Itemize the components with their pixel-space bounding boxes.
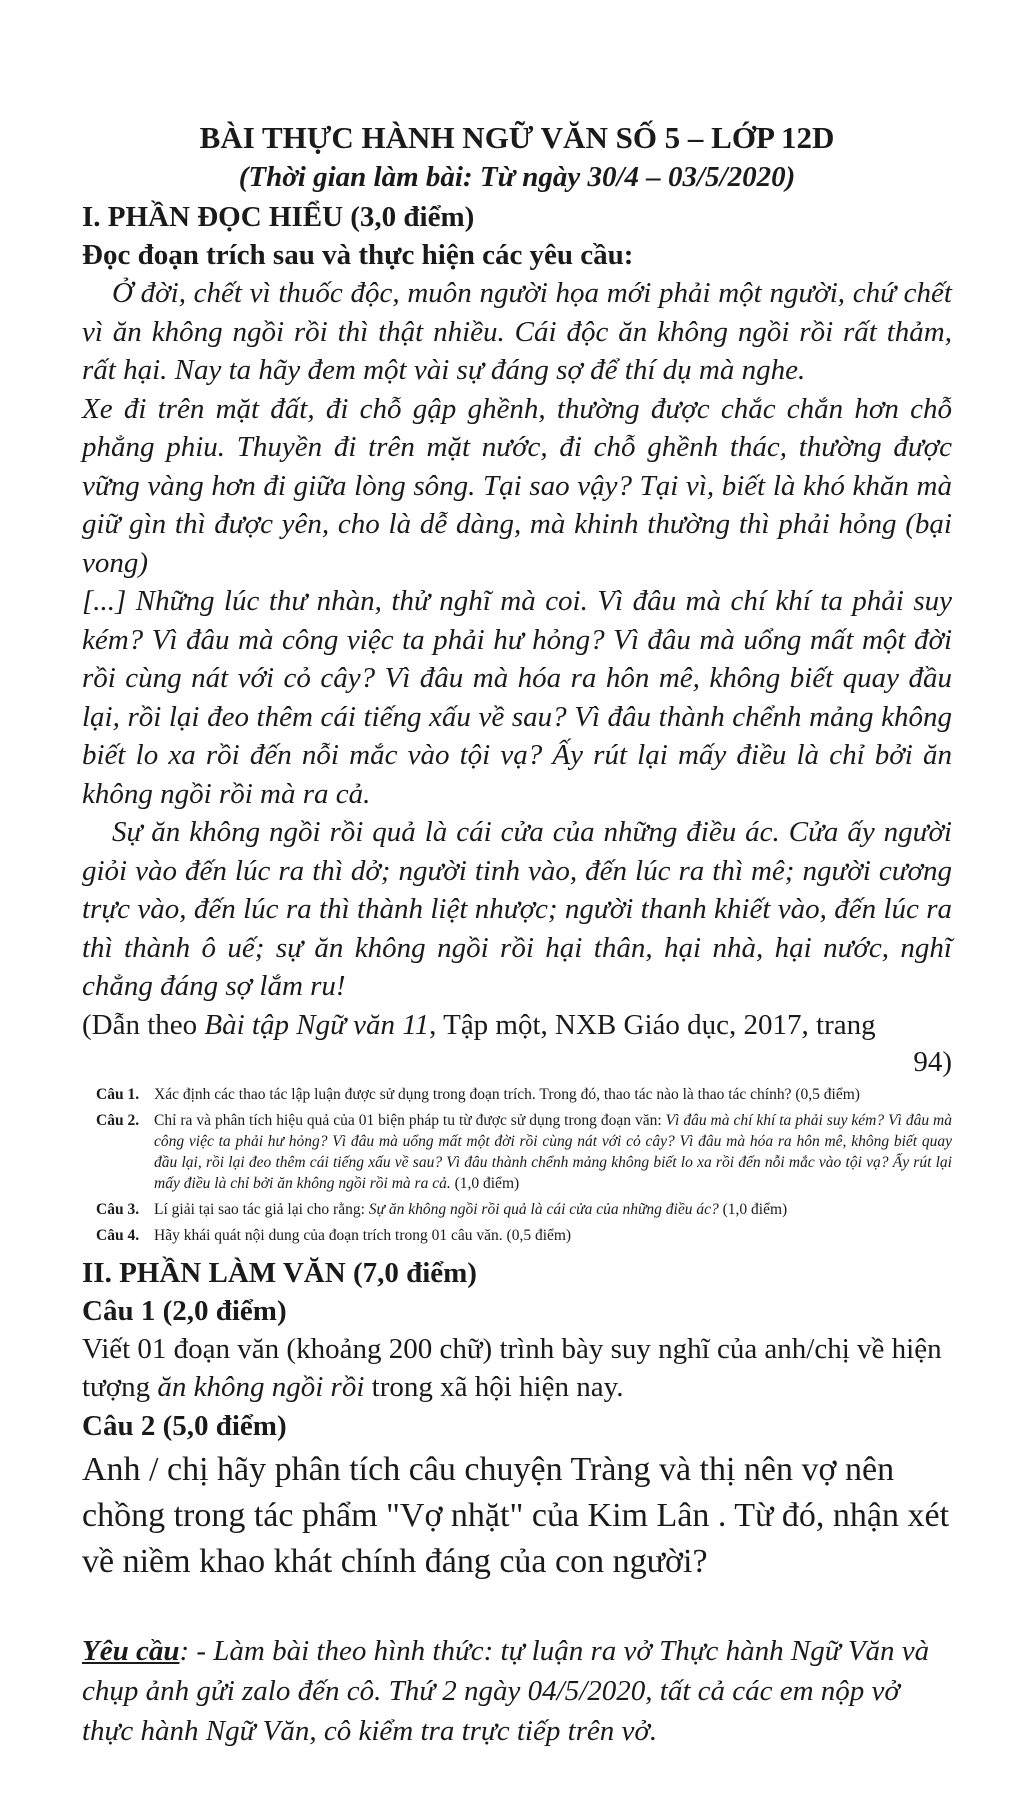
question-label: Câu 3. [96, 1200, 140, 1218]
question-text: Xác định các thao tác lập luận được sử dụng trong đoạn trích. Trong đó, thao tác nào là thao tác chính? (0,5 điểm) [154, 1085, 860, 1103]
requirement-note [82, 1631, 952, 1751]
document-subtitle: (Thời gian làm bài: Từ ngày 30/4 – 03/5/2020) [238, 161, 796, 193]
document-title: BÀI THỰC HÀNH NGỮ VĂN SỐ 5 – LỚP 12D [199, 120, 835, 155]
part2-q2-text: Anh / chị hãy phân tích câu chuyện Tràng và thị nên vợ nên chồng trong tác phẩm "Vợ nhặt" của Kim Lân . Từ đó, nhận xét về niềm khao khát chính đáng của con người? [82, 1450, 950, 1580]
question-points: (1,0 điểm) [718, 1200, 788, 1218]
writing-section [82, 1254, 952, 1585]
source-page: 94) [913, 1045, 952, 1078]
passage-paragraph-2: Xe đi trên mặt đất, đi chỗ gập ghềnh, thường được chắc chắn hơn chỗ phẳng phiu. Thuyền đi trên mặt nước, đi chỗ ghềnh thác, thường được vững vàng hơn đi giữa lòng sông. Tại sao vậy? Tại vì, biết là khó khăn mà giữ gìn thì được yên, cho là dễ dàng, mà khinh thường thì phải hỏng (bại vong) [82, 392, 952, 579]
question-text: Chỉ ra và phân tích hiệu quả của 01 biện pháp tu từ được sử dụng trong đoạn văn: [154, 1111, 666, 1129]
part2-q1-text [82, 1330, 952, 1407]
question-3 [82, 1199, 952, 1220]
question-1 [82, 1084, 952, 1105]
question-label: Câu 2. [96, 1111, 140, 1129]
question-text: Lí giải tại sao tác giả lại cho rằng: [154, 1200, 369, 1218]
part1-heading: I. PHẦN ĐỌC HIỂU (3,0 điểm) [82, 201, 475, 233]
q1-text-start: Viết 01 đoạn văn (khoảng 200 chữ) trình bày suy nghĩ của anh/chị về hiện tượng [82, 1332, 942, 1403]
passage-paragraph-1: Ở đời, chết vì thuốc độc, muôn người họa mới phải một người, chứ chết vì ăn không ngồi rồi thì thật nhiều. Cái độc ăn không ngồi rồi rất thảm, rất hại. Nay ta hãy đem một vài sự đáng sợ để thí dụ mà nghe. [82, 277, 952, 386]
question-text: Hãy khái quát nội dung của đoạn trích trong 01 câu văn. (0,5 điểm) [154, 1226, 572, 1244]
question-4 [82, 1225, 952, 1246]
source-prefix: (Dẫn theo [82, 1008, 205, 1041]
question-points: (1,0 điểm) [450, 1174, 520, 1192]
requirement-label: Yêu cầu [82, 1634, 180, 1667]
q1-text-emphasis: ăn không ngồi rồi [157, 1371, 365, 1403]
question-quote: Vì đâu mà chí khí ta phải suy kém? Vì đâu mà công việc ta phải hư hỏng? Vì đâu mà uổng mất một đời rồi cùng nát với cỏ cây? Vì đâu mà hóa ra hôn mê, không biết quay đầu lại, rồi lại đeo thêm cái tiếng xấu về sau? Vì đâu thành chểnh mảng không biết lo xa rồi đến nỗi mắc vào tội vạ? Ấy rút lại mấy điều là chỉ bởi ăn không ngồi rồi mà ra cả. [154, 1111, 952, 1192]
part1-instruction: Đọc đoạn trích sau và thực hiện các yêu cầu: [82, 239, 634, 271]
source-book: Bài tập Ngữ văn 11 [204, 1008, 430, 1041]
part2-q2-heading: Câu 2 (5,0 điểm) [82, 1409, 287, 1442]
passage-paragraph-3: [...] Những lúc thư nhàn, thử nghĩ mà coi. Vì đâu mà chí khí ta phải suy kém? Vì đâu mà công việc ta phải hư hỏng? Vì đâu mà uổng mất một đời rồi cùng nát với cỏ cây? Vì đâu mà hóa ra hôn mê, không biết quay đầu lại, rồi lại đeo thêm cái tiếng xấu về sau? Vì đâu thành chểnh mảng không biết lo xa rồi đến nỗi mắc vào tội vạ? Ấy rút lại mấy điều là chỉ bởi ăn không ngồi rồi mà ra cả. [82, 585, 952, 810]
reading-passage [82, 274, 952, 1006]
question-2 [82, 1110, 952, 1194]
part2-q1-heading: Câu 1 (2,0 điểm) [82, 1294, 287, 1327]
question-list [82, 1084, 952, 1246]
q1-text-end: trong xã hội hiện nay. [364, 1371, 624, 1403]
question-body [154, 1199, 952, 1220]
question-body [154, 1110, 952, 1194]
source-suffix: , Tập một, NXB Giáo dục, 2017, trang [429, 1008, 876, 1041]
part2-heading: II. PHẦN LÀM VĂN (7,0 điểm) [82, 1256, 477, 1289]
question-quote: Sự ăn không ngồi rồi quả là cái cửa của những điều ác? [368, 1200, 719, 1218]
requirement-text: : - Làm bài theo hình thức: tự luận ra vở Thực hành Ngữ Văn và chụp ảnh gửi zalo đến cô. Thứ 2 ngày 04/5/2020, tất cả các em nộp vở thực hành Ngữ Văn, cô kiểm tra trực tiếp trên vở. [82, 1634, 930, 1747]
question-label: Câu 4. [96, 1226, 140, 1244]
passage-paragraph-4: Sự ăn không ngồi rồi quả là cái cửa của những điều ác. Cửa ấy người giỏi vào đến lúc ra thì dở; người tinh vào, đến lúc ra thì mê; người cương trực vào, đến lúc ra thì thành liệt nhược; người thanh khiết vào, đến lúc ra thì thành ô uế; sự ăn không ngồi rồi hại thân, hại nhà, hại nước, nghĩ chẳng đáng sợ lắm ru! [82, 816, 952, 1002]
passage-source [82, 1006, 952, 1044]
question-label: Câu 1. [96, 1085, 140, 1103]
